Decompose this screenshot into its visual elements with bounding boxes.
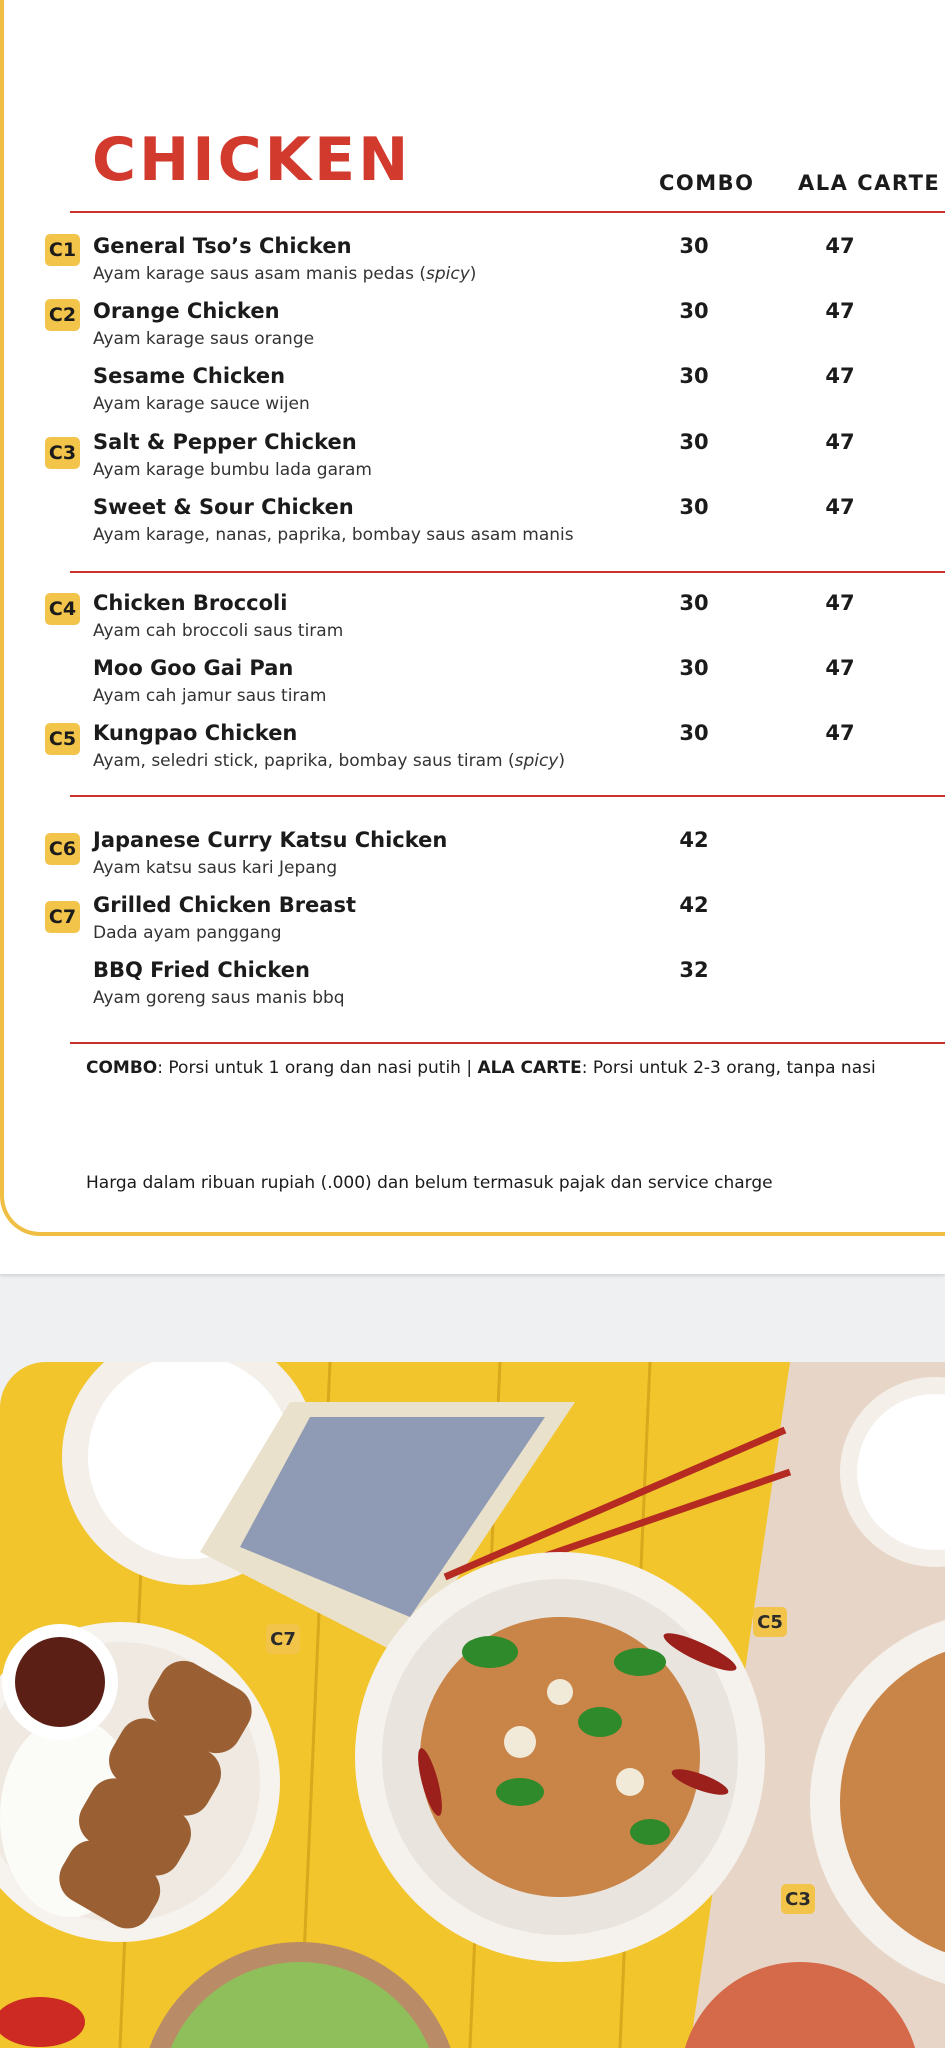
menu-item-kungpao-chicken [0, 721, 945, 781]
item-combo-price: 30 [679, 591, 709, 615]
ala-carte-column-header: ALA CARTE [798, 171, 941, 195]
menu-item-bbq-fried-chicken [0, 958, 945, 1018]
menu-item-sweet-sour-chicken [0, 495, 945, 555]
item-description: Ayam cah jamur saus tiram [93, 686, 327, 706]
item-combo-price: 42 [679, 828, 709, 852]
item-description: Ayam karage saus asam manis pedas (spicy) [93, 264, 477, 284]
item-name: Sesame Chicken [93, 364, 286, 388]
item-name: Grilled Chicken Breast [93, 893, 357, 917]
item-name: Sweet & Sour Chicken [93, 495, 354, 519]
photo-tag-c5: C5 [753, 1607, 787, 1637]
item-ala-carte-price: 47 [825, 364, 855, 388]
item-ala-carte-price: 47 [825, 495, 855, 519]
combo-column-header: COMBO [659, 171, 755, 195]
group-divider [70, 795, 945, 797]
photo-tag-c3: C3 [781, 1884, 815, 1914]
item-description: Ayam goreng saus manis bbq [93, 988, 345, 1008]
item-name: Kungpao Chicken [93, 721, 298, 745]
menu-item-salt-pepper-chicken [0, 430, 945, 490]
footer-divider [70, 1042, 945, 1044]
item-combo-price: 30 [679, 234, 709, 258]
menu-item-orange-chicken [0, 299, 945, 359]
group-divider [70, 571, 945, 573]
item-name: Japanese Curry Katsu Chicken [93, 828, 448, 852]
item-ala-carte-price: 47 [825, 299, 855, 323]
header-divider [70, 211, 945, 213]
item-combo-price: 30 [679, 656, 709, 680]
menu-item-general-tso [0, 234, 945, 294]
item-name: BBQ Fried Chicken [93, 958, 310, 982]
item-description: Ayam karage, nanas, paprika, bombay saus asam manis [93, 525, 574, 545]
food-photo-illustration [0, 1362, 945, 2048]
item-combo-price: 30 [679, 299, 709, 323]
item-description: Ayam karage bumbu lada garam [93, 460, 372, 480]
section-title: CHICKEN [92, 125, 412, 195]
item-name: General Tso’s Chicken [93, 234, 352, 258]
menu-item-grilled-chicken-breast [0, 893, 945, 953]
item-name: Moo Goo Gai Pan [93, 656, 294, 680]
menu-item-chicken-broccoli [0, 591, 945, 651]
item-name: Salt & Pepper Chicken [93, 430, 357, 454]
item-name: Orange Chicken [93, 299, 280, 323]
item-description: Ayam katsu saus kari Jepang [93, 858, 338, 878]
item-description: Ayam cah broccoli saus tiram [93, 621, 344, 641]
photo-tag-c7: C7 [266, 1624, 300, 1654]
item-code-badge: C1 [45, 234, 80, 266]
item-combo-price: 30 [679, 721, 709, 745]
portion-legend: COMBO: Porsi untuk 1 orang dan nasi putih | ALA CARTE: Porsi untuk 2-3 orang, tanpa nasi [86, 1058, 876, 1078]
item-description: Ayam, seledri stick, paprika, bombay saus tiram (spicy) [93, 751, 566, 771]
item-combo-price: 32 [679, 958, 709, 982]
item-code-badge: C5 [45, 723, 80, 755]
price-note: Harga dalam ribuan rupiah (.000) dan belum termasuk pajak dan service charge [86, 1173, 773, 1193]
item-ala-carte-price: 47 [825, 430, 855, 454]
item-combo-price: 30 [679, 430, 709, 454]
item-ala-carte-price: 47 [825, 234, 855, 258]
item-description: Dada ayam panggang [93, 923, 282, 943]
menu-item-moo-goo-gai-pan [0, 656, 945, 716]
food-photo [0, 1362, 945, 2048]
item-ala-carte-price: 47 [825, 721, 855, 745]
item-combo-price: 42 [679, 893, 709, 917]
item-combo-price: 30 [679, 495, 709, 519]
menu-item-sesame-chicken [0, 364, 945, 424]
item-ala-carte-price: 47 [825, 591, 855, 615]
item-description: Ayam karage saus orange [93, 329, 315, 349]
item-description: Ayam karage sauce wijen [93, 394, 310, 414]
item-code-badge: C7 [45, 901, 80, 933]
item-code-badge: C2 [45, 299, 80, 331]
item-code-badge: C3 [45, 437, 80, 469]
item-combo-price: 30 [679, 364, 709, 388]
menu-item-curry-katsu-chicken [0, 828, 945, 888]
item-ala-carte-price: 47 [825, 656, 855, 680]
item-code-badge: C4 [45, 593, 80, 625]
item-code-badge: C6 [45, 833, 80, 865]
item-name: Chicken Broccoli [93, 591, 288, 615]
